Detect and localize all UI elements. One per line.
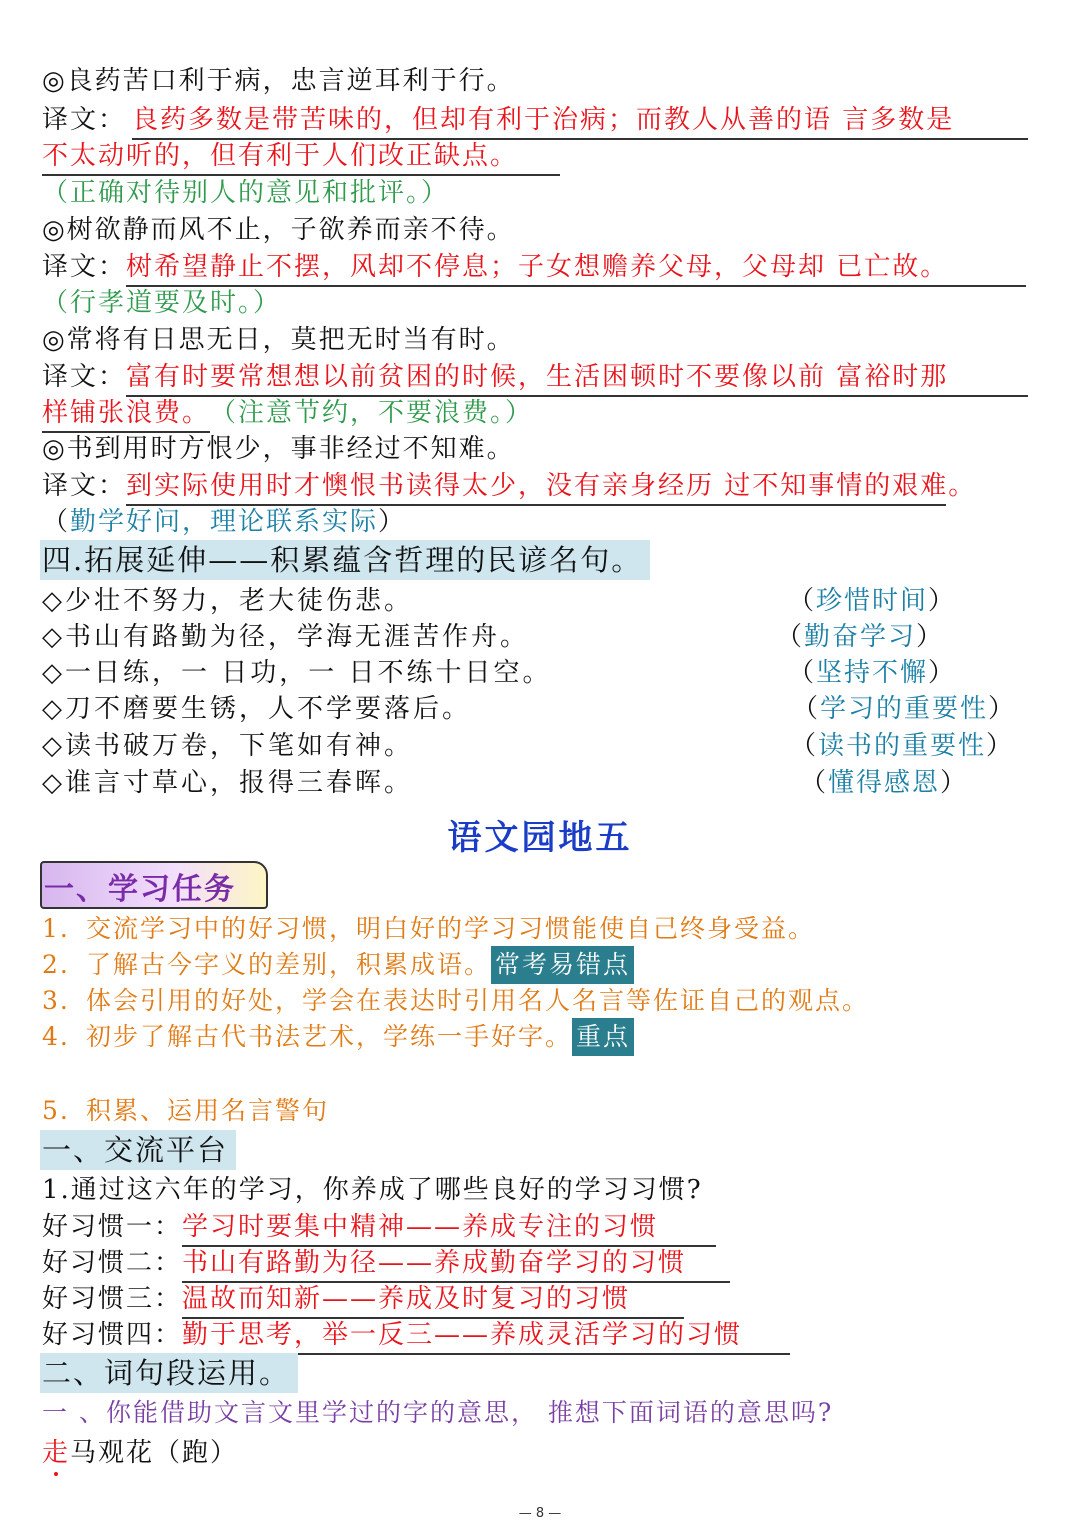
translation-text: 富有时要常想想以前贫困的时候，生活困顿时不要像以前 富裕时那 [126, 360, 1028, 397]
task-heading: 一、学习任务 [44, 872, 236, 907]
saying-6: ◇谁言寸草心，报得三春晖。 [42, 768, 413, 798]
task-item-5: 5. 积累、运用名言警句 [42, 1096, 330, 1125]
translation-text: 不太动听的，但有利于人们改正缺点。 [42, 139, 560, 176]
proverb-2: ◎树欲静而风不止，子欲养而亲不待。 [42, 215, 515, 245]
habit-3: 好习惯三：温故而知新——养成及时复习的习惯 [42, 1282, 684, 1319]
saying-1-tag: （珍惜时间） [788, 586, 957, 616]
translation-text: 样铺张浪费。 [42, 396, 210, 433]
exchange-heading: 一、交流平台 [40, 1130, 236, 1170]
proverb-1-moral: （正确对待别人的意见和批评。） [42, 178, 450, 208]
translation-text: 良药多数是带苦味的，但却有利于治病；而教人从善的语 言多数是 [132, 103, 1028, 140]
saying-4: ◇刀不磨要生锈，人不学要落后。 [42, 694, 471, 724]
badge-common-mistake: 常考易错点 [491, 946, 634, 984]
translation-label: 译文： [42, 362, 127, 392]
saying-4-tag: （学习的重要性） [792, 694, 1017, 724]
section-4-heading: 四.拓展延伸——积累蕴含哲理的民谚名句。 [40, 540, 650, 580]
task-item-3: 3. 体会引用的好处，学会在表达时引用名人名言等佐证自己的观点。 [42, 986, 870, 1015]
task-item-4: 4. 初步了解古代书法艺术，学练一手好字。 重点 [42, 1018, 634, 1056]
proverb-2-moral: （行孝道要及时。） [42, 288, 282, 318]
translation-text: 到实际使用时才懊恨书读得太少，没有亲身经历 过不知事情的艰难。 [126, 469, 946, 506]
proverb-1: ◎良药苦口利于病，忠言逆耳利于行。 [42, 66, 515, 96]
proverb-1-translation-line-2 [42, 139, 560, 176]
saying-1: ◇少壮不努力，老大徒伤悲。 [42, 586, 413, 616]
usage-question: 一 、你能借助文言文里学过的字的意思， 推想下面词语的意思吗? [42, 1398, 834, 1427]
idiom-example: 走马观花（跑） [42, 1438, 239, 1468]
saying-5: ◇读书破万卷，下笔如有神。 [42, 731, 413, 761]
idiom-key-char: 走 [42, 1438, 71, 1468]
proverb-3: ◎常将有日思无日，莫把无时当有时。 [42, 325, 515, 355]
garden-title: 语文园地五 [447, 818, 633, 858]
saying-6-tag: （懂得感恩） [800, 768, 969, 798]
translation-label: 译文： [42, 105, 127, 135]
usage-heading: 二、词句段运用。 [40, 1353, 298, 1393]
proverb-3-translation-line-2 [42, 396, 533, 433]
badge-key-point: 重点 [572, 1018, 634, 1056]
translation-text: 树希望静止不摆，风却不停息；子女想赡养父母，父母却 已亡故。 [126, 250, 1026, 287]
habit-1: 好习惯一：学习时要集中精神——养成专注的习惯 [42, 1210, 716, 1247]
proverb-3-moral: （注意节约，不要浪费。） [210, 398, 534, 428]
translation-label: 译文： [42, 471, 127, 501]
exchange-question: 1.通过这六年的学习，你养成了哪些良好的学习习惯? [42, 1175, 703, 1205]
habit-2: 好习惯二：书山有路勤为径——养成勤奋学习的习惯 [42, 1246, 730, 1283]
saying-5-tag: （读书的重要性） [790, 731, 1015, 761]
proverb-4-moral: （勤学好问，理论联系实际） [42, 507, 407, 537]
saying-2-tag: （勤奋学习） [776, 622, 945, 652]
proverb-2-translation [42, 250, 1026, 287]
proverb-4: ◎书到用时方恨少，事非经过不知难。 [42, 434, 515, 464]
translation-label: 译文： [42, 252, 127, 282]
saying-3: ◇一日练，一 日功，一 日不练十日空。 [42, 658, 552, 688]
page-number: — 8 — [518, 1506, 562, 1521]
habit-4: 好习惯四：勤于思考，举一反三——养成灵活学习的习惯 [42, 1318, 790, 1355]
proverb-3-translation-line-1 [42, 360, 1028, 397]
saying-3-tag: （坚持不懈） [788, 658, 957, 688]
saying-2: ◇书山有路勤为径，学海无涯苦作舟。 [42, 622, 529, 652]
task-item-1: 1. 交流学习中的好习惯，明白好的学习习惯能使自己终身受益。 [42, 914, 816, 943]
proverb-1-translation-line-1 [42, 103, 1028, 140]
task-item-2: 2. 了解古今字义的差别，积累成语。 常考易错点 [42, 946, 634, 984]
proverb-4-translation [42, 469, 977, 506]
